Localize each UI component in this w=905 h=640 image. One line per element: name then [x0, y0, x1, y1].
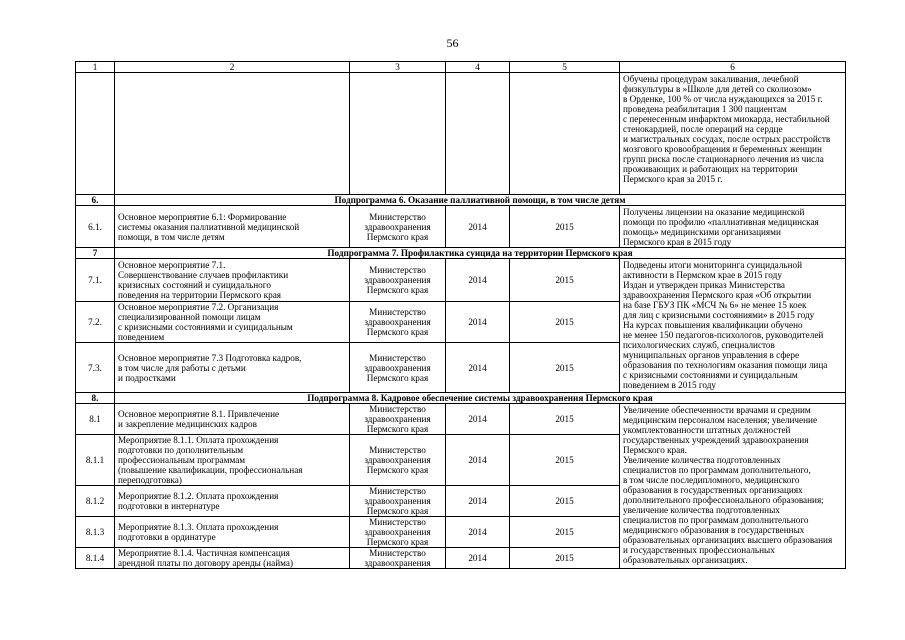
- executor: Министерство здравоохранения Пермского края: [350, 486, 446, 517]
- column-number: 3: [350, 62, 446, 73]
- row-number: 8.1.3: [76, 517, 115, 548]
- column-number: 6: [620, 62, 846, 73]
- end-year: 2015: [510, 486, 620, 517]
- column-number-row: [76, 62, 846, 73]
- measure-name: Основное мероприятие 7.1. Совершенствование случаев профилактики кризисных состояний и суицидального поведения на территории Пермского края: [115, 259, 350, 302]
- subprogram-number: 8.: [76, 393, 115, 404]
- end-year: 2015: [510, 548, 620, 569]
- start-year: 2014: [446, 517, 510, 548]
- row-number: 6.1.: [76, 206, 115, 248]
- end-year: 2015: [510, 404, 620, 435]
- page-number: 56: [446, 36, 459, 50]
- result-cell: Получены лицензии на оказание медицинской помощи по профилю «паллиативная медицинская помощь» медицинскими организациями Пермского края в 2015 году: [620, 206, 846, 248]
- result-cell: Подведены итоги мониторинга суицидальной активности в Пермском крае в 2015 году Издан и утвержден приказ Министерства здравоохранения Пермского края «Об открытии на базе ГБУЗ ПК «МСЧ № 6» не менее 15 коек для лиц с кризисными состояниями» в 2015 году На курсах повышения квалификации обучено не менее 150 педагогов-психологов, руководителей психологических служб, специалистов муниципальных органов управления в сфере образования по технологиям оказания помощи лица с кризисными состояниями и суицидальным поведением в 2015 году: [620, 259, 846, 393]
- measure-name: Мероприятие 8.1.2. Оплата прохождения подготовки в интернатуре: [115, 486, 350, 517]
- measure-name: Основное мероприятие 6.1: Формирование системы оказания паллиативной медицинской помощи, в том числе детям: [115, 206, 350, 248]
- executor: Министерство здравоохранения Пермского края: [350, 404, 446, 435]
- measure-name: Основное мероприятие 8.1. Привлечение и закрепление медицинских кадров: [115, 404, 350, 435]
- subprogram-title: Подпрограмма 6. Оказание паллиативной помощи, в том числе детям: [115, 195, 846, 206]
- end-year: 2015: [510, 435, 620, 486]
- measure-row: [76, 259, 846, 302]
- start-year: 2014: [446, 302, 510, 343]
- measure-name: Основное мероприятие 7.2. Организация специализированной помощи лицам с кризисными состояниями и суицидальным поведением: [115, 302, 350, 343]
- measure-name: Мероприятие 8.1.1. Оплата прохождения подготовки по дополнительным профессиональным программам (повышение квалификации, профессиональная переподготовка): [115, 435, 350, 486]
- row-number: 8.1.1: [76, 435, 115, 486]
- executor: Министерство здравоохранения: [350, 548, 446, 569]
- end-year: 2015: [510, 302, 620, 343]
- row-number: 8.1: [76, 404, 115, 435]
- row-number: 7.2.: [76, 302, 115, 343]
- subprogram-header-row: [76, 248, 846, 259]
- column-number: 4: [446, 62, 510, 73]
- subprogram-header-row: [76, 195, 846, 206]
- measure-name: Основное мероприятие 7.3 Подготовка кадров, в том числе для работы с детьми и подростками: [115, 343, 350, 393]
- continuation-row: [76, 73, 846, 195]
- column-number: 2: [115, 62, 350, 73]
- measure-name: Мероприятие 8.1.4. Частичная компенсация арендной платы по договору аренды (найма): [115, 548, 350, 569]
- empty-cell: [446, 73, 510, 195]
- row-number: 7.3.: [76, 343, 115, 393]
- end-year: 2015: [510, 343, 620, 393]
- result-cell: Увеличение обеспеченности врачами и средним медицинским персоналом населения; увеличение укомплектованности штатных должностей государственных учреждений здравоохранения Пермского края. Увеличение количества подготовленных специалистов по программам дополнительного, в том числе последипломного, медицинского образования в государственных организациях дополнительного профессионального образования; увеличение количества подготовленных специалистов по программам дополнительного медицинского образования в государственных образовательных организациях высшего образования и государственных профессиональных образовательных организациях.: [620, 404, 846, 569]
- executor: Министерство здравоохранения Пермского края: [350, 343, 446, 393]
- program-table: [75, 61, 846, 569]
- subprogram-title: Подпрограмма 7. Профилактика суицида на территории Пермского края: [115, 248, 846, 259]
- end-year: 2015: [510, 517, 620, 548]
- measure-row: [76, 206, 846, 248]
- start-year: 2014: [446, 206, 510, 248]
- executor: Министерство здравоохранения Пермского края: [350, 259, 446, 302]
- start-year: 2014: [446, 548, 510, 569]
- empty-cell: [115, 73, 350, 195]
- subprogram-title: Подпрограмма 8. Кадровое обеспечение системы здравоохранения Пермского края: [115, 393, 846, 404]
- executor: Министерство здравоохранения Пермского края: [350, 435, 446, 486]
- empty-cell: [76, 73, 115, 195]
- executor: Министерство здравоохранения Пермского края: [350, 206, 446, 248]
- executor: Министерство здравоохранения Пермского края: [350, 302, 446, 343]
- empty-cell: [510, 73, 620, 195]
- end-year: 2015: [510, 259, 620, 302]
- column-number: 1: [76, 62, 115, 73]
- start-year: 2014: [446, 259, 510, 302]
- row-number: 7.1.: [76, 259, 115, 302]
- row-number: 8.1.4: [76, 548, 115, 569]
- end-year: 2015: [510, 206, 620, 248]
- empty-cell: [350, 73, 446, 195]
- subprogram-number: 6.: [76, 195, 115, 206]
- start-year: 2014: [446, 486, 510, 517]
- measure-row: [76, 404, 846, 435]
- column-number: 5: [510, 62, 620, 73]
- start-year: 2014: [446, 343, 510, 393]
- measure-name: Мероприятие 8.1.3. Оплата прохождения подготовки в ординатуре: [115, 517, 350, 548]
- result-cell: Обучены процедурам закаливания, лечебной физкультуры в »Школе для детей со сколиозом» в Орденке, 100 % от числа нуждающихся за 2015 г. проведена реабилитация 1 300 пациентам с перенесенным инфарктом миокарда, нестабильной стенокардией, после операций на сердце и магистральных сосудах, после острых расстройств мозгового кровообращения и беременных женщин групп риска после стационарного лечения из числа проживающих и работающих на территории Пермского края за 2015 г.: [620, 73, 846, 195]
- start-year: 2014: [446, 404, 510, 435]
- subprogram-number: 7: [76, 248, 115, 259]
- start-year: 2014: [446, 435, 510, 486]
- subprogram-header-row: [76, 393, 846, 404]
- executor: Министерство здравоохранения Пермского края: [350, 517, 446, 548]
- row-number: 8.1.2: [76, 486, 115, 517]
